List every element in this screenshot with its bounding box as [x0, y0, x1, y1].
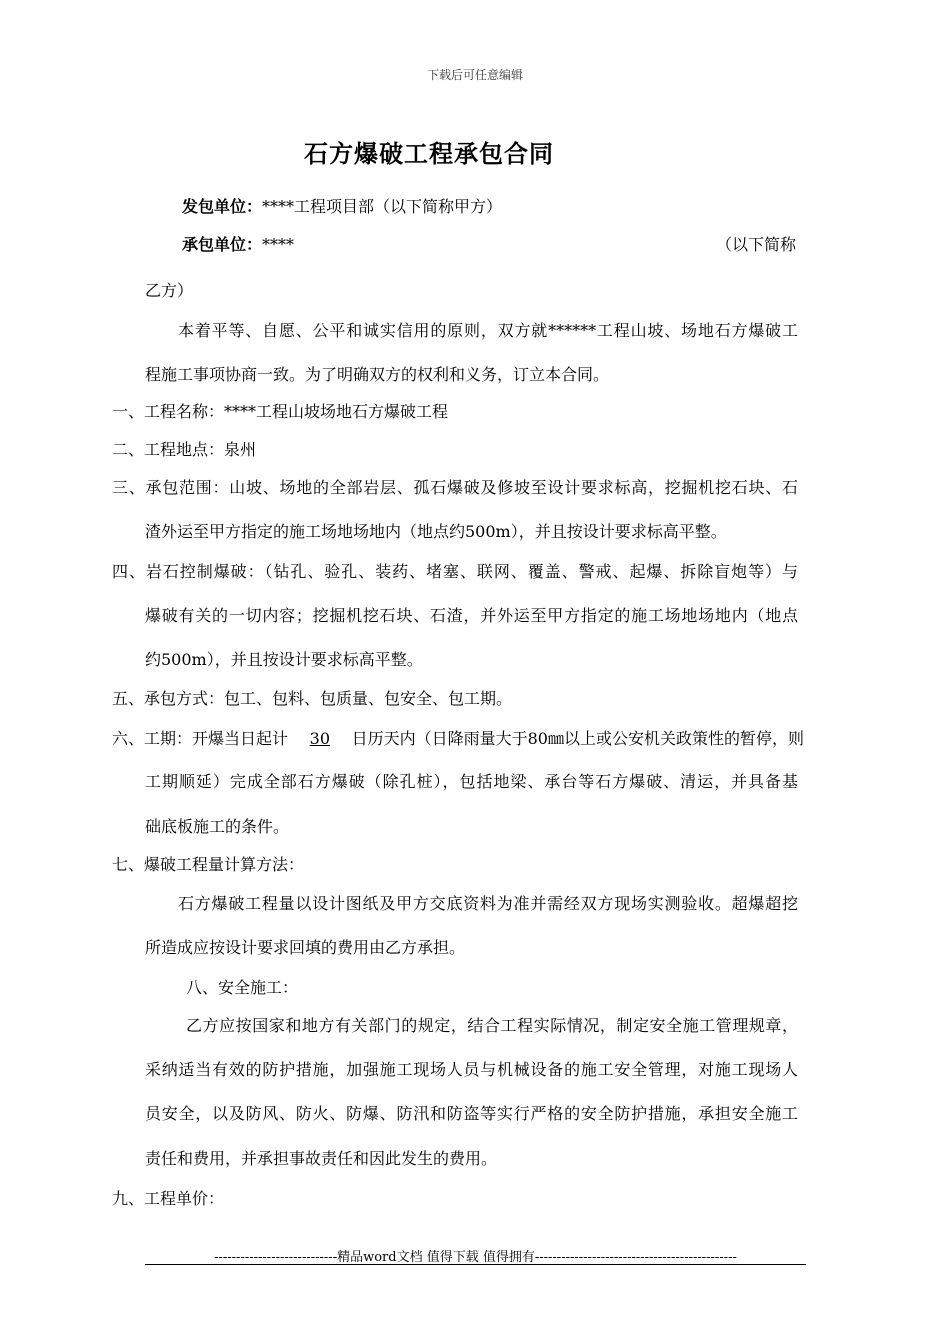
party-b-tail: （以下简称: [716, 235, 797, 254]
section-8-heading: 八、安全施工：: [186, 978, 299, 997]
section-8-line-2: 采纳适当有效的防护措施，加强施工现场人员与机械设备的施工安全管理，对施工现场人: [145, 1060, 798, 1079]
party-b-line: [182, 234, 294, 256]
section-4-line-1: 四、岩石控制爆破：（钻孔、验孔、装药、堵塞、联网、覆盖、警戒、起爆、拆除盲炮等）与: [112, 562, 798, 581]
section-2: 二、工程地点：泉州: [112, 440, 257, 459]
section-4-line-2: 爆破有关的一切内容；挖掘机挖石块、石渣，并外运至甲方指定的施工场地场地内（地点: [145, 606, 798, 625]
footer-rule: [145, 1264, 806, 1265]
section-7-line-2: 所造成应按设计要求回填的费用由乙方承担。: [145, 938, 466, 957]
section-4-line-3: 约500m），并且按设计要求标高平整。: [145, 650, 423, 669]
header-note: 下载后可任意编辑: [426, 68, 523, 82]
section-3-line-1: 三、承包范围：山坡、场地的全部岩层、孤石爆破及修坡至设计要求标高，挖掘机挖石块、石: [112, 478, 798, 497]
party-b-value: ****: [262, 235, 295, 254]
footer-text: ----------------------------精品word文档 值得下载 值得拥有----------------------------------------------: [214, 1250, 737, 1265]
section-9: 九、工程单价：: [112, 1189, 225, 1208]
contract-title: 石方爆破工程承包合同: [304, 139, 554, 168]
section-5: 五、承包方式：包工、包料、包质量、包安全、包工期。: [112, 689, 513, 708]
section-8-line-1: 乙方应按国家和地方有关部门的规定，结合工程实际情况，制定安全施工管理规章，: [186, 1016, 798, 1035]
intro-line-2: 程施工事项协商一致。为了明确双方的权利和义务，订立本合同。: [145, 365, 610, 384]
section-8-line-3: 员安全，以及防风、防火、防爆、防汛和防盗等实行严格的安全防护措施，承担安全施工: [145, 1104, 798, 1123]
section-6-line-3: 础底板施工的条件。: [145, 817, 290, 836]
section-7-heading: 七、爆破工程量计算方法：: [112, 855, 305, 874]
section-7-line-1: 石方爆破工程量以设计图纸及甲方交底资料为准并需经双方现场实测验收。超爆超挖: [178, 894, 798, 913]
section-8-line-4: 责任和费用，并承担事故责任和因此发生的费用。: [145, 1149, 498, 1168]
party-a-value: ****工程项目部（以下简称甲方）: [262, 197, 503, 216]
section-6-suffix: 日历天内（日降雨量大于80㎜以上或公安机关政策性的暂停，则: [351, 729, 804, 748]
party-b-continuation: 乙方）: [145, 281, 194, 300]
section-3-line-2: 渣外运至甲方指定的施工场地场地内（地点约500m），并且按设计要求标高平整。: [145, 522, 727, 541]
section-6-prefix: 六、工期：开爆当日起计: [112, 729, 289, 748]
section-6-line-1: [112, 728, 804, 750]
intro-line-1: 本着平等、自愿、公平和诚实信用的原则，双方就******工程山坡、场地石方爆破工: [178, 321, 798, 340]
party-a-label: 发包单位：: [182, 197, 263, 216]
party-a-line: [182, 196, 502, 218]
party-b-label: 承包单位：: [182, 235, 263, 254]
section-6-line-2: 工期顺延）完成全部石方爆破（除孔桩），包括地梁、承台等石方爆破、清运，并具备基: [145, 772, 798, 791]
section-6-days: 30: [309, 729, 330, 748]
section-1: 一、工程名称：****工程山坡场地石方爆破工程: [112, 402, 449, 421]
